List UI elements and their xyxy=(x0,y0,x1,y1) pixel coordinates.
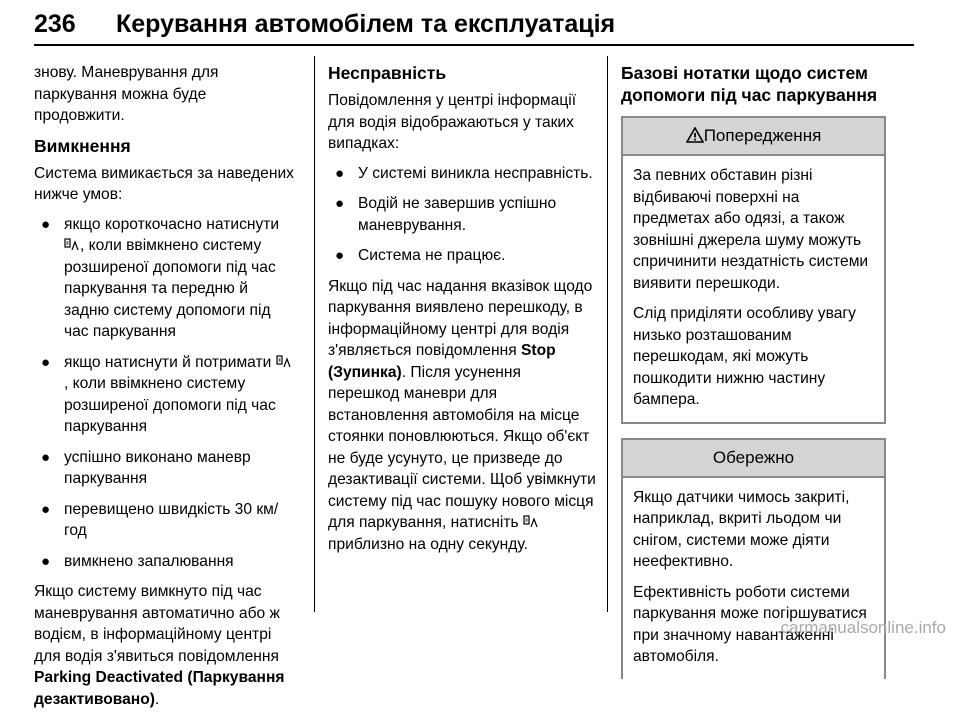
caution-box-header xyxy=(623,440,884,478)
bullet-icon: ● xyxy=(335,247,345,264)
bullet-list xyxy=(34,214,296,573)
bullet-icon: ● xyxy=(41,448,51,466)
bullet-icon: ● xyxy=(41,353,51,371)
lead-text: Система вимикається за наведених нижче умов: xyxy=(34,164,294,203)
page-title: Керування автомобілем та експлуатація xyxy=(116,10,616,38)
column-divider xyxy=(607,56,608,612)
outro-text: Якщо систему вимкнуто під час маневрування автоматично або ж водієм, в інформаційному центрі для водія з'явиться повідомлення Parking Deactivated (Паркування дезактивовано). xyxy=(34,583,285,708)
caution-box-body xyxy=(623,478,884,679)
list-item: ● вимкнено запалювання xyxy=(34,551,296,573)
column-3 xyxy=(621,62,886,679)
list-item: ● У системі виникла несправність. xyxy=(328,163,596,185)
caution-box xyxy=(621,438,886,679)
message-text: Stop (Зупинка) xyxy=(328,342,556,381)
watermark: carmanualsonline.info xyxy=(780,618,946,637)
page-number: 236 xyxy=(34,10,76,38)
section-heading: Базові нотатки щодо систем допомоги під час паркування xyxy=(621,63,878,105)
body-text: Якщо під час надання вказівок щодо паркування виявлено перешкоду, в інформаційному центрі для водія з'являється повідомлення Stop (Зупинка). Після усунення перешкод маневри для встановлення автомобіля на місце стоянки поновлюються. Якщо об'єкт не буде усунуто, це призведе до дезактивації системи. Щоб увімкнути систему під час пошуку нового місця для паркування, натисніть приблизно на одну секунду. xyxy=(328,277,596,553)
message-text: Parking Deactivated (Паркування дезактивовано) xyxy=(34,669,285,708)
bullet-icon: ● xyxy=(335,164,345,182)
warning-paragraph: Слід приділяти особливу увагу низько розташованим перешкодам, які можуть пошкодити нижню частину бампера. xyxy=(633,305,856,408)
column-1 xyxy=(34,62,296,718)
bullet-icon: ● xyxy=(41,215,51,233)
warning-box-body xyxy=(623,156,884,422)
warning-triangle-icon xyxy=(686,127,704,143)
park-assist-icon xyxy=(276,355,292,369)
warning-paragraph: За певних обставин різні відбиваючі поверхні на предметах або одязі, а також зовнішні джерела шуму можуть спричинити нездатність системи виявити перешкоди. xyxy=(633,167,869,292)
lead-text: Повідомлення у центрі інформації для водія відображаються у таких випадках: xyxy=(328,92,577,152)
intro-text: знову. Маневрування для паркування можна буде продовжити. xyxy=(34,64,219,124)
park-assist-icon xyxy=(523,515,539,529)
list-item: ● Система не працює. xyxy=(328,245,596,267)
bullet-icon: ● xyxy=(41,552,51,570)
warning-box-header xyxy=(623,118,884,156)
list-item: ● успішно виконано маневр паркування xyxy=(41,448,251,487)
warning-box xyxy=(621,116,886,424)
caution-title: Обережно xyxy=(712,447,795,467)
section-heading: Вимкнення xyxy=(34,135,131,156)
section-heading: Несправність xyxy=(328,63,447,83)
list-item: ● перевищено швидкість 30 км/год xyxy=(41,500,279,539)
bullet-list xyxy=(328,163,596,267)
page-header xyxy=(34,6,914,40)
caution-paragraph: Якщо датчики чимось закриті, наприклад, вкриті льодом чи снігом, системи може діяти неефективно. xyxy=(633,488,850,570)
list-item: ● Водій не завершив успішно маневрування. xyxy=(335,195,557,234)
column-divider xyxy=(314,56,315,612)
warning-title: Попередження xyxy=(703,126,822,145)
column-2 xyxy=(328,62,596,563)
bullet-icon: ● xyxy=(335,195,345,212)
caution-paragraph: Ефективність роботи системи паркування може погіршуватися при значному навантаженні автомобіля. xyxy=(633,583,867,665)
bullet-icon: ● xyxy=(41,500,51,518)
list-item: ● якщо короткочасно натиснути , коли ввімкнено систему розширеної допомоги під час паркування та передню й задню систему допомоги під час паркування xyxy=(41,215,280,340)
header-rule xyxy=(34,44,914,46)
list-item: ● якщо натиснути й потримати , коли ввімкнено систему розширеної допомоги під час паркування xyxy=(34,352,296,438)
park-assist-icon xyxy=(64,238,80,252)
